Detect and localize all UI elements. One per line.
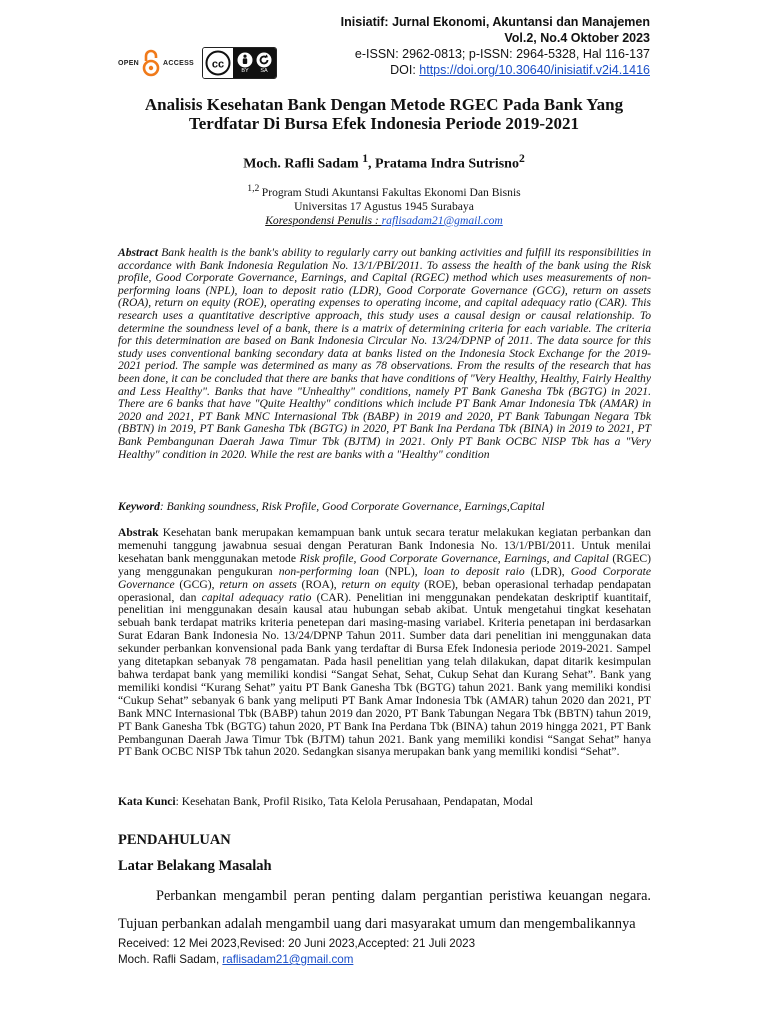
footer-email[interactable]: raflisadam21@gmail.com	[222, 953, 354, 966]
cc-license-badge	[202, 47, 277, 79]
abstrak-italic-1: Risk profile, Good Corporate Governance, Earnings, and Capital	[299, 551, 609, 565]
paper-title-line-1: Analisis Kesehatan Bank Dengan Metode RGEC Pada Bank Yang	[144, 95, 624, 114]
abstrak-text-5: (GCG),	[174, 577, 220, 591]
abstrak-italic-7: capital adequacy ratio	[201, 590, 312, 604]
abstrak-italic-6: return on equity	[341, 577, 420, 591]
body-text: Perbankan mengambil peran penting dalam pergantian peristiwa keuangan negara. Tujuan perbankan adalah mengambil uang dari masyarakat umum dan mengembalikannya	[118, 888, 651, 932]
abstrak-italic-3: loan to deposit raio	[423, 564, 525, 578]
journal-header	[341, 14, 650, 78]
open-access-left-text: OPEN	[118, 59, 140, 67]
abstrak-text-7: (ROE), beban operasional terhadap pendapatan operasional, dan	[118, 577, 652, 604]
author-1-sup: 1	[362, 152, 369, 165]
abstrak-label: Abstrak	[118, 526, 159, 539]
doi-label: DOI:	[390, 63, 420, 77]
creative-commons-icon	[203, 48, 233, 78]
keywords-english	[118, 500, 651, 513]
abstrak-text-3: (NPL),	[378, 564, 424, 578]
paper-title	[110, 95, 658, 133]
kata-kunci-text: : Kesehatan Bank, Profil Risiko, Tata Kelola Perusahaan, Pendapatan, Modal	[175, 795, 533, 808]
affiliation-line-1: Program Studi Akuntansi Fakultas Ekonomi Dan Bisnis	[261, 185, 521, 199]
license-logos	[118, 46, 277, 80]
correspondence-label: Korespondensi Penulis :	[265, 213, 382, 227]
author-separator: ,	[368, 156, 376, 172]
author-2: Pratama Indra Sutrisno	[375, 156, 519, 172]
journal-volume: Vol.2, No.4 Oktober 2023	[504, 31, 650, 45]
abstrak-italic-2: non-performing loan	[278, 564, 379, 578]
share-alike-icon	[256, 52, 272, 68]
correspondence-email[interactable]: raflisadam21@gmail.com	[381, 213, 503, 227]
abstrak-text-8: (CAR). Penelitian ini menggunakan pendekatan deskriptif kuantitaif, penelitian ini menggunakan desain kausal atau hubungan sebab akibat. Untuk mengetahui tingkat kesehatan sebuah bank terdapat matriks kriteria penetepan dari masing-masing variabel. Kriteria penetapan ini berdasarkan Surat Edaran Bank Indonesia No. 13/24/DPNP Tahun 2011. Sumber data dari penelitian ini menggunakan data sekunder perbankan konvensional pada Bank yang terdaftar di Bursa Efek Indonesia periode 2019-2021. Sampel yang ditetapkan sebanyak 78 pengamatan. Pada hasil penelitian yang telah dilakukan, dapat ditarik kesimpulan bahwa terdapat bank yang memiliki kondisi “Sangat Sehat, Sehat, Cukup Sehat dan Kurang Sehat”. Bank yang memiliki kondisi “Kurang Sehat” yaitu PT Bank Ganesha Tbk (BGTG) tahun 2021. Bank yang memiliki kondisi “Cukup Sehat” sebanyak 6 bank yang meliputi PT Bank Amar Indonesia Tbk (AMAR) tahun 2020 dan 2021, PT Bank MNC Internasional Tbk (BABP) tahun 2019 dan 2020, PT Bank Tabungan Negara Tbk (BBTN) tahun 2019, PT Bank Ganesha Tbk (BGTG) tahun 2020, PT Bank Ina Perdana Tbk (BINA) tahun 2019 hingga 2021, PT Bank Pembangunan Daerah Jawa Timur Tbk (BJTM) tahun 2021. Bank yang memiliki kondisi “Sangat Sehat” hanya PT Bank OCBC NISP Tbk tahun 2020. Sedangkan sisanya merupakan bank yang memiliki kondisi “Sehat”.	[118, 590, 652, 759]
license-sa-label: SA	[260, 68, 268, 74]
footer-author: Moch. Rafli Sadam,	[118, 953, 223, 966]
keyword-text: : Banking soundness, Risk Profile, Good Corporate Governance, Earnings,Capital	[159, 500, 545, 513]
author-list	[110, 152, 658, 173]
keywords-indonesian	[118, 795, 651, 808]
abstract-text: Bank health is the bank's ability to regularly carry out banking activities and fulfill its responsibilities in accordance with Bank Indonesia Regulation No. 13/1/PBI/2011. To assess the health of the bank using the Risk profile, Good Corporate Governance, Earnings, and Capital (RGEC) method which uses measurements of non-performing loans (NPL), loan to deposit ratio (LDR), Good Corporate Governance (GCG), return on assets (ROA), return on equity (ROE), operating expenses to operating income, and capital adequacy ratio (CAR). This research uses a quantitative descriptive approach, this study uses a causal design or causal relationship. To determine the soundness level of a bank, there is a matrix of determining criteria for each variable. The criteria for this determination are based on Bank Indonesia Circular No. 13/24/DPNP of 2011. The data source for this study uses conventional banking secondary data at banks listed on the Indonesia Stock Exchange for the 2019-2021 period. The sample was determined as many as 78 observations. From the results of the research that has been done, it can be concluded that there are banks that have conditions of "Very Healthy, Healthy, Fairly Healthy and Less Healthy". Banks that have "Unhealthy" conditions, namely PT Bank Ganesha Tbk (BGTG) in 2021. There are 6 banks that have "Quite Healthy" conditions which include PT Bank Amar Indonesia Tbk (AMAR) in 2020 and 2021, PT Bank MNC Internasional Tbk (BABP) in 2019 and 2020, PT Bank Tabungan Negara Tbk (BBTN) in 2019, PT Bank Ganesha Tbk (BGTG) in 2020, PT Bank Ina Perdana Tbk (BINA) in 2019 to 2021, PT Bank Pembangunan Daerah Jawa Timur Tbk (BJTM) in 2021. Only PT Bank OCBC NISP Tbk has a "Very Healthy" condition in 2020. While the rest are banks with a "Healthy" condition	[118, 246, 651, 461]
attribution-icon	[237, 52, 253, 68]
open-access-right-text: ACCESS	[163, 59, 195, 67]
affiliation-line-2: Universitas 17 Agustus 1945 Surabaya	[294, 199, 474, 213]
abstrak-italic-5: return on assets	[219, 577, 297, 591]
page-footer	[118, 936, 475, 968]
doi-link[interactable]: https://doi.org/10.30640/inisiatif.v2i4.1416	[419, 63, 650, 77]
license-by-label: BY	[241, 68, 249, 74]
kata-kunci-label: Kata Kunci	[118, 795, 176, 808]
affiliation-sup: 1,2	[247, 183, 262, 194]
journal-doi	[341, 62, 650, 78]
author-2-sup: 2	[518, 152, 525, 165]
author-1: Moch. Rafli Sadam	[243, 156, 363, 172]
abstract-english	[118, 247, 651, 461]
affiliation	[110, 182, 658, 228]
abstrak-text-1: Kesehatan bank merupakan kemampuan bank untuk secara teratur melakukan kegiatan perbankan dan memenuhi tanggung jawabnua sesuai dengan Peraturan Bank Indonesia No. 13/1/PBI/2011. Untuk menilai kesehatan bank menggunakan metode	[118, 526, 651, 565]
footer-dates: Received: 12 Mei 2023,Revised: 20 Juni 2023,Accepted: 21 Juli 2023	[118, 937, 476, 950]
abstrak-italic-4: Good Corporate Governance	[118, 564, 651, 591]
paper-title-line-2: Terdfatar Di Bursa Efek Indonesia Periode 2019-2021	[188, 114, 580, 133]
abstract-indonesian	[118, 527, 651, 759]
body-paragraph	[118, 882, 651, 938]
abstrak-text-4: (LDR),	[524, 564, 571, 578]
open-access-logo	[118, 49, 194, 77]
keyword-label: Keyword	[118, 500, 160, 513]
section-heading: PENDAHULUAN	[118, 832, 231, 848]
svg-text:cc: cc	[211, 58, 225, 71]
subsection-heading: Latar Belakang Masalah	[118, 858, 272, 874]
abstrak-text-6: (ROA),	[296, 577, 342, 591]
open-lock-icon	[141, 49, 161, 77]
journal-issn: e-ISSN: 2962-0813; p-ISSN: 2964-5328, Hal 116-137	[354, 47, 650, 61]
journal-name: Inisiatif: Jurnal Ekonomi, Akuntansi dan Manajemen	[340, 15, 650, 29]
abstrak-text-2: (RGEC) yang menggunakan pengukuran	[118, 551, 651, 578]
abstract-label: Abstract	[118, 246, 158, 259]
